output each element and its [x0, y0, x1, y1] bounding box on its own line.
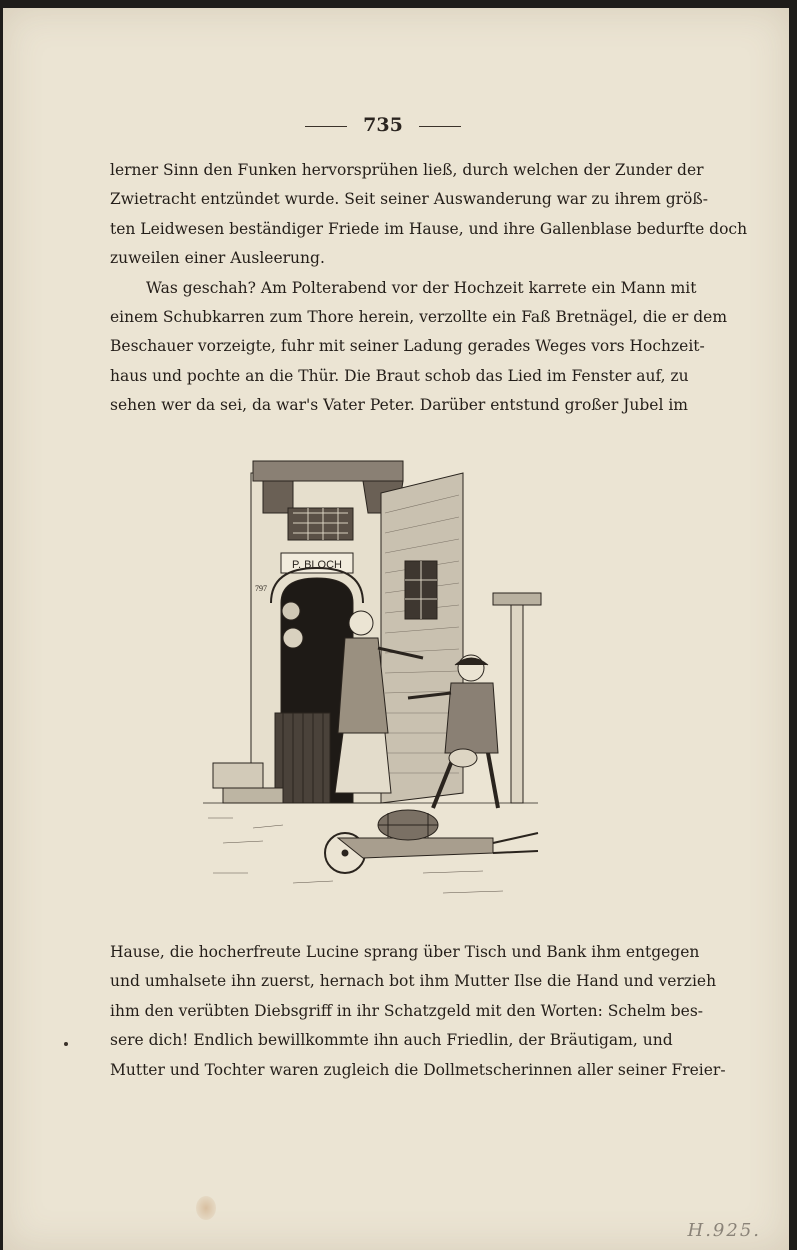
- shelfmark-annotation: H.925.: [687, 1220, 761, 1241]
- figure-head: [283, 628, 303, 648]
- sign-text: P. BLOCH: [292, 559, 342, 571]
- woodcut-illustration: [193, 433, 548, 913]
- paper-stain: [196, 1196, 216, 1220]
- text-block-top: [110, 156, 748, 421]
- text-line: Mutter und Tochter waren zugleich die Dollmetscherinnen aller seiner Freier-: [110, 1060, 726, 1079]
- text-line: und umhalsete ihn zuerst, hernach bot ihm Mutter Ilse die Hand und verzieh: [110, 972, 717, 991]
- right-rule: [419, 126, 461, 127]
- wheelbarrow: [325, 810, 538, 873]
- man-coat: [445, 683, 498, 753]
- woman-head: [349, 611, 373, 635]
- figure-head: [282, 602, 300, 620]
- text-line: Hause, die hocherfreute Lucine sprang über Tisch und Bank ihm entgegen: [110, 943, 700, 961]
- text-block-bottom: [110, 938, 726, 1085]
- text-line: Was geschah? Am Polterabend vor der Hochzeit karrete ein Mann mit: [146, 278, 697, 297]
- ink-speck: [64, 1042, 68, 1046]
- text-line: zuweilen einer Ausleerung.: [110, 249, 325, 268]
- left-rule: [305, 126, 347, 127]
- text-line: sehen wer da sei, da war's Vater Peter. Darüber entstund großer Jubel im: [110, 396, 688, 415]
- text-line: Zwietracht entzündet wurde. Seit seiner Auswanderung war zu ihrem größ-: [110, 190, 708, 209]
- text-line: haus und pochte an die Thür. Die Braut schob das Lied im Fenster auf, zu: [110, 366, 689, 385]
- text-line: Beschauer vorzeigte, fuhr mit seiner Ladung gerades Weges vors Hochzeit-: [110, 337, 705, 356]
- text-line: sere dich! Endlich bewillkommte ihn auch Friedlin, der Bräutigam, und: [110, 1031, 673, 1050]
- cornice: [253, 461, 403, 481]
- page-number: 735: [363, 114, 403, 136]
- text-line: einem Schubkarren zum Thore herein, verzollte ein Faß Bretnägel, die er dem: [110, 308, 728, 327]
- page-number-header: [3, 114, 763, 136]
- text-line: lerner Sinn den Funken hervorsprühen ließ, durch welchen der Zunder der: [110, 161, 704, 179]
- text-line: ten Leidwesen beständiger Friede im Hause, und ihre Gallenblase bedurfte doch: [110, 219, 748, 238]
- book-page: [3, 8, 789, 1250]
- text-line: ihm den verübten Diebsgriff in ihr Schatzgeld mit den Worten: Schelm bes-: [110, 1001, 704, 1020]
- column: [511, 603, 523, 803]
- door-number: 797: [255, 584, 267, 593]
